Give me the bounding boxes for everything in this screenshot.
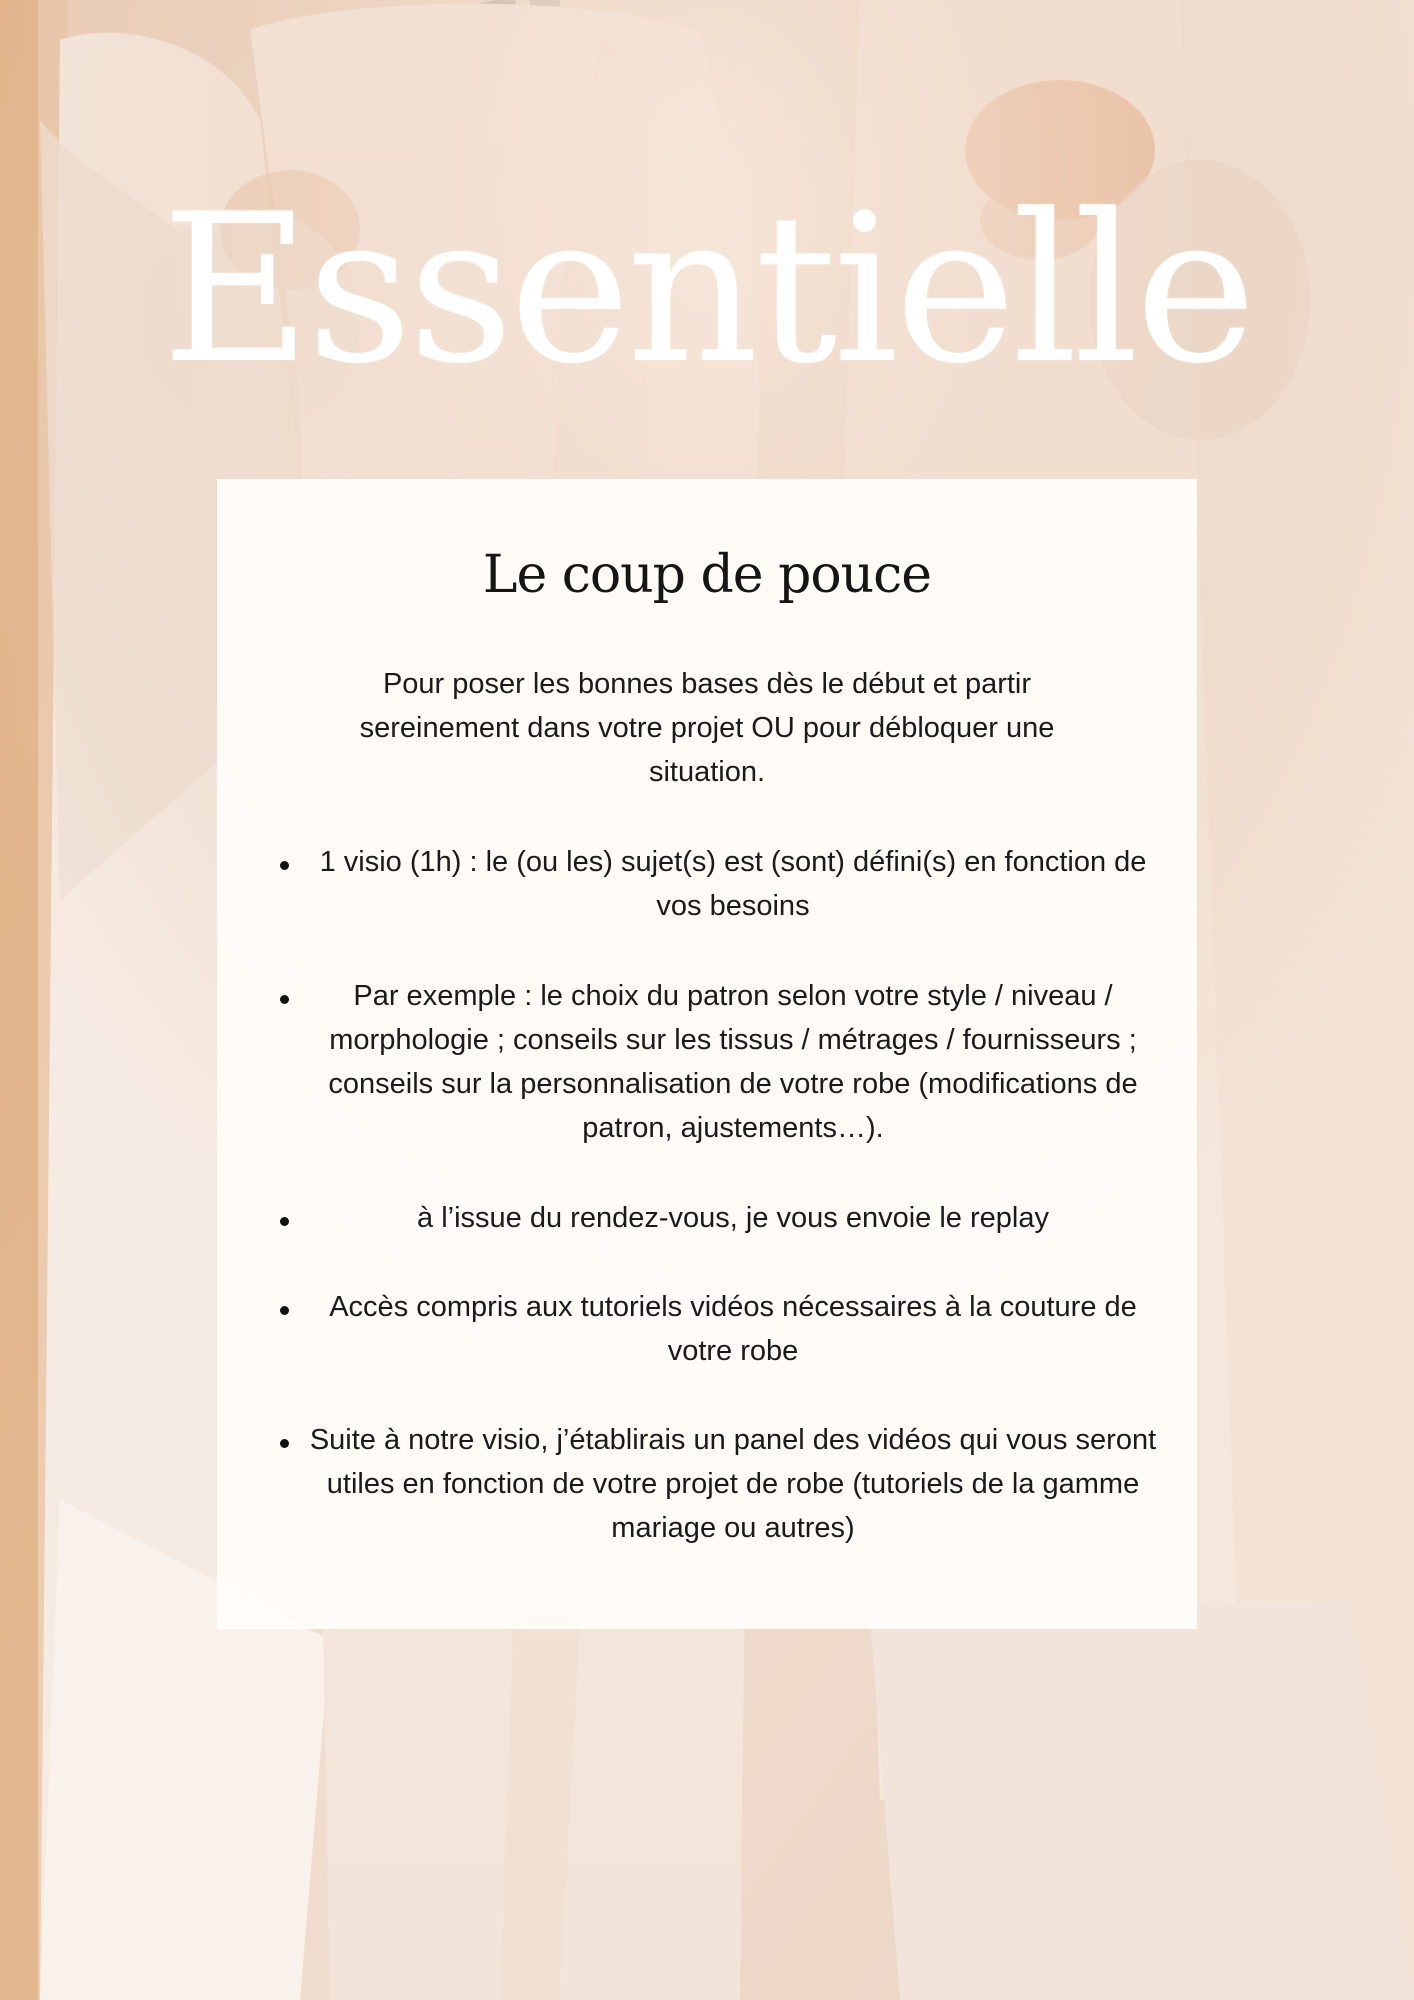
bullet-icon (280, 1217, 289, 1226)
list-item-text: à l’issue du rendez-vous, je vous envoie le replay (417, 1202, 1049, 1234)
list-item-text: Par exemple : le choix du patron selon votre style / niveau / morphologie ; conseils sur les tissus / métrages / fournisseurs ; conseils sur la personnalisation de votre robe (modifications de patron, ajustements…). (328, 980, 1138, 1144)
list-item-text: 1 visio (1h) : le (ou les) sujet(s) est (sont) défini(s) en fonction de vos besoins (319, 846, 1147, 922)
list-item-text: Suite à notre visio, j’établirais un panel des vidéos qui vous seront utiles en fonction de votre projet de robe (tutoriels de la gamme mariage ou autres) (309, 1424, 1157, 1544)
bullet-icon (280, 1439, 289, 1448)
card-heading: Le coup de pouce (482, 545, 932, 605)
page-title: Essentielle (161, 171, 1253, 409)
intro-paragraph: Pour poser les bonnes bases dès le début et partir sereinement dans votre projet OU pour débloquer une situation. (359, 668, 1055, 788)
bullet-icon (280, 1306, 289, 1315)
list-item-text: Accès compris aux tutoriels vidéos nécessaires à la couture de votre robe (329, 1291, 1137, 1367)
bullet-icon (280, 861, 289, 870)
bullet-icon (280, 995, 289, 1004)
